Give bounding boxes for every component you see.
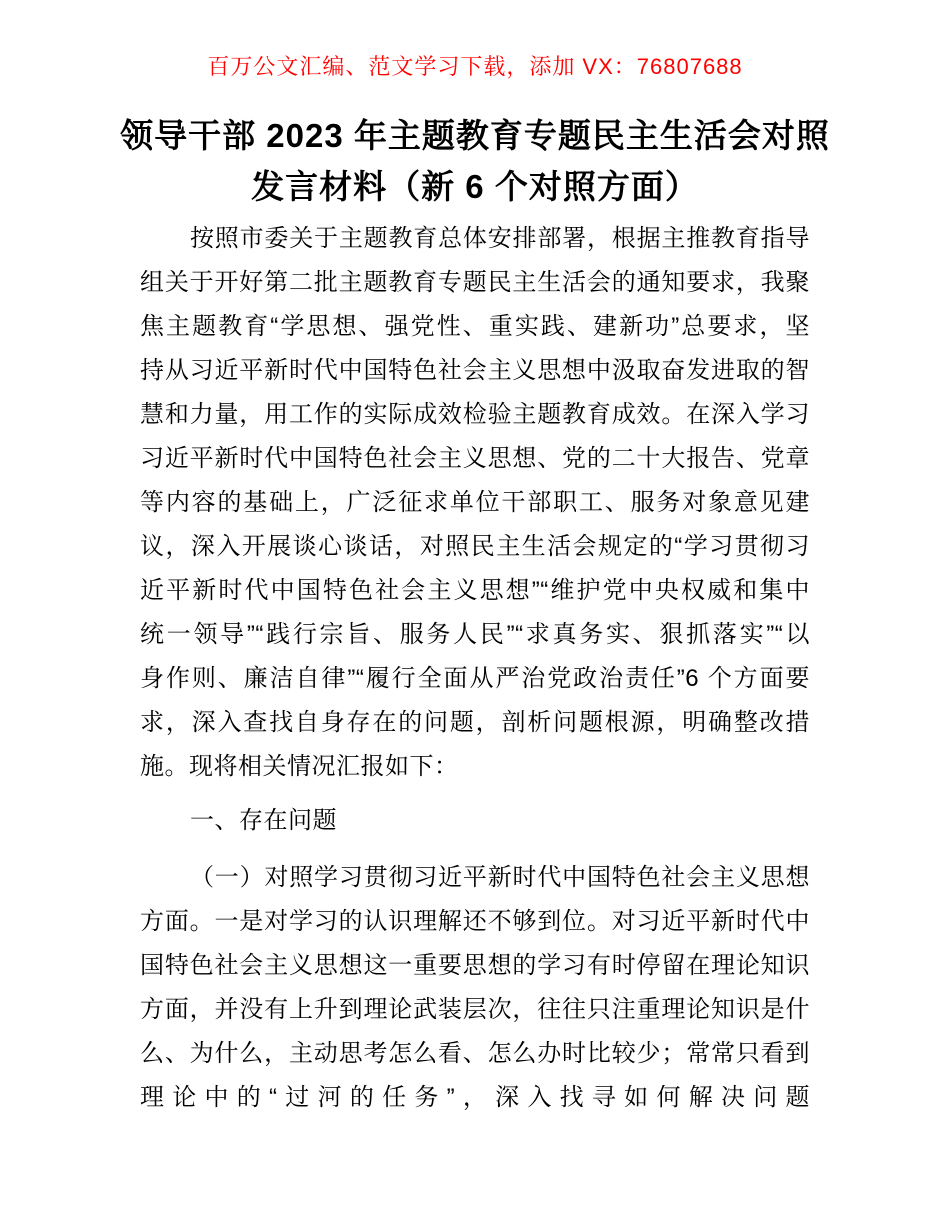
body-line: 统一领导”“践行宗旨、服务人民”“求真务实、狠抓落实”“以 bbox=[140, 621, 810, 648]
promo-watermark-text: 百万公文汇编、范文学习下载，添加 VX：76807688 bbox=[207, 54, 743, 79]
body-line: 理论中的“过河的任务”，深入找寻如何解决问题 bbox=[140, 1084, 810, 1111]
body-line: 求，深入查找自身存在的问题，剖析问题根源，明确整改措 bbox=[140, 709, 810, 736]
body-line: 身作则、廉洁自律”“履行全面从严治党政治责任”6 个方面要 bbox=[140, 665, 810, 692]
paragraph bbox=[140, 856, 810, 1120]
document-title-line1: 领导干部 2023 年主题教育专题民主生活会对照 bbox=[120, 117, 830, 154]
body-line: 组关于开好第二批主题教育专题民主生活会的通知要求，我聚 bbox=[140, 269, 810, 296]
heading-line: 一、存在问题 bbox=[190, 807, 337, 834]
body-line: 议，深入开展谈心谈话，对照民主生活会规定的“学习贯彻习 bbox=[140, 533, 810, 560]
paragraph bbox=[140, 217, 810, 789]
body-line: 国特色社会主义思想这一重要思想的学习有时停留在理论知识 bbox=[140, 952, 810, 979]
body-line: （一）对照学习贯彻习近平新时代中国特色社会主义思想 bbox=[190, 864, 810, 891]
body-line: 近平新时代中国特色社会主义思想”“维护党中央权威和集中 bbox=[140, 577, 810, 604]
body-line: 焦主题教育“学思想、强党性、重实践、建新功”总要求，坚 bbox=[140, 313, 810, 340]
body-line: 持从习近平新时代中国特色社会主义思想中汲取奋发进取的智 bbox=[140, 357, 810, 384]
document-body bbox=[140, 217, 810, 1120]
section-heading bbox=[140, 799, 810, 843]
body-line: 施。现将相关情况汇报如下： bbox=[140, 753, 459, 780]
body-line: 么、为什么，主动思考怎么看、怎么办时比较少；常常只看到 bbox=[140, 1040, 810, 1067]
body-line: 习近平新时代中国特色社会主义思想、党的二十大报告、党章 bbox=[140, 445, 810, 472]
body-line: 慧和力量，用工作的实际成效检验主题教育成效。在深入学习 bbox=[140, 401, 810, 428]
document-title-line2: 发言材料（新 6 个对照方面） bbox=[251, 168, 699, 205]
document-title bbox=[0, 110, 950, 212]
body-line: 按照市委关于主题教育总体安排部署，根据主推教育指导 bbox=[190, 225, 810, 252]
body-line: 方面，并没有上升到理论武装层次，往往只注重理论知识是什 bbox=[140, 996, 810, 1023]
body-line: 等内容的基础上，广泛征求单位干部职工、服务对象意见建 bbox=[140, 489, 810, 516]
body-line: 方面。一是对学习的认识理解还不够到位。对习近平新时代中 bbox=[140, 908, 810, 935]
